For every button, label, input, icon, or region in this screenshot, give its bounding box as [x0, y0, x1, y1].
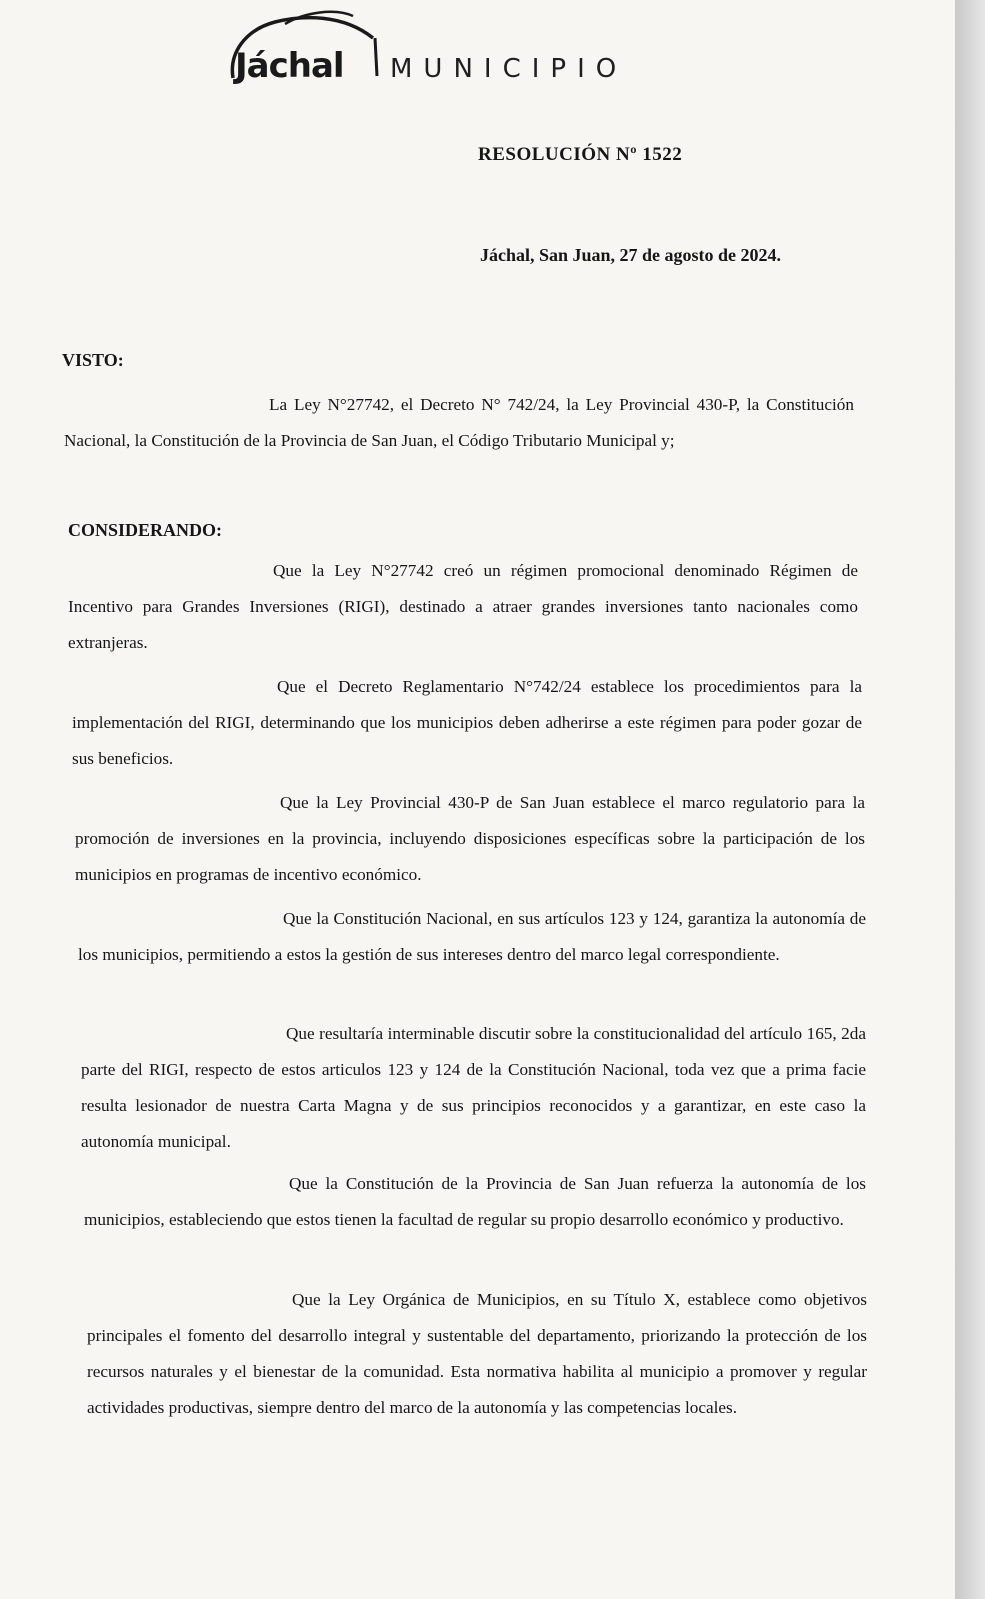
municipality-header: [225, 8, 685, 88]
logo-wordmark: Jáchal: [235, 46, 344, 86]
considerando-paragraph: Que la Constitución de la Provincia de San Juan refuerza la autonomía de los municipios, estableciendo que estos tienen la facultad de regular su propio desarrollo económico y productivo.: [84, 1174, 866, 1229]
considerando-paragraph: Que la Ley Provincial 430-P de San Juan establece el marco regulatorio para la promoción de inversiones en la provincia, incluyendo disposiciones específicas sobre la participación de los municipios en programas de incentivo económico.: [75, 793, 865, 884]
logo-municipio-text: MUNICIPIO: [390, 54, 628, 84]
considerando-paragraph: Que el Decreto Reglamentario N°742/24 establece los procedimientos para la implementación del RIGI, determinando que los municipios deben adherirse a este régimen para poder gozar de sus beneficios.: [72, 677, 862, 768]
visto-paragraph: La Ley N°27742, el Decreto N° 742/24, la Ley Provincial 430-P, la Constitución Nacional, la Constitución de la Provincia de San Juan, el Código Tributario Municipal y;: [64, 395, 854, 450]
considerando-paragraph: Que resultaría interminable discutir sobre la constitucionalidad del artículo 165, 2da parte del RIGI, respecto de estos articulos 123 y 124 de la Constitución Nacional, toda vez que a prima facie resulta lesionador de nuestra Carta Magna y de sus principios reconocidos y a garantizar, en este caso la autonomía municipal.: [81, 1024, 866, 1151]
resolution-title: RESOLUCIÓN Nº 1522: [478, 144, 683, 165]
considerando-paragraph: Que la Ley N°27742 creó un régimen promocional denominado Régimen de Incentivo para Grandes Inversiones (RIGI), destinado a atraer grandes inversiones tanto nacionales como extranjeras.: [68, 561, 858, 652]
visto-heading: VISTO:: [62, 350, 124, 370]
considerando-paragraph: Que la Ley Orgánica de Municipios, en su Título X, establece como objetivos principales el fomento del desarrollo integral y sustentable del departamento, priorizando la protección de los recursos naturales y el bienestar de la comunidad. Esta normativa habilita al municipio a promover y regular actividades productivas, siempre dentro del marco de la autonomía y las competencias locales.: [87, 1290, 867, 1417]
considerando-heading: CONSIDERANDO:: [68, 520, 223, 540]
resolution-date: Jáchal, San Juan, 27 de agosto de 2024.: [480, 245, 782, 265]
considerando-paragraph: Que la Constitución Nacional, en sus artículos 123 y 124, garantiza la autonomía de los municipios, permitiendo a estos la gestión de sus intereses dentro del marco legal correspondiente.: [78, 909, 866, 964]
page-edge: [955, 0, 985, 1599]
